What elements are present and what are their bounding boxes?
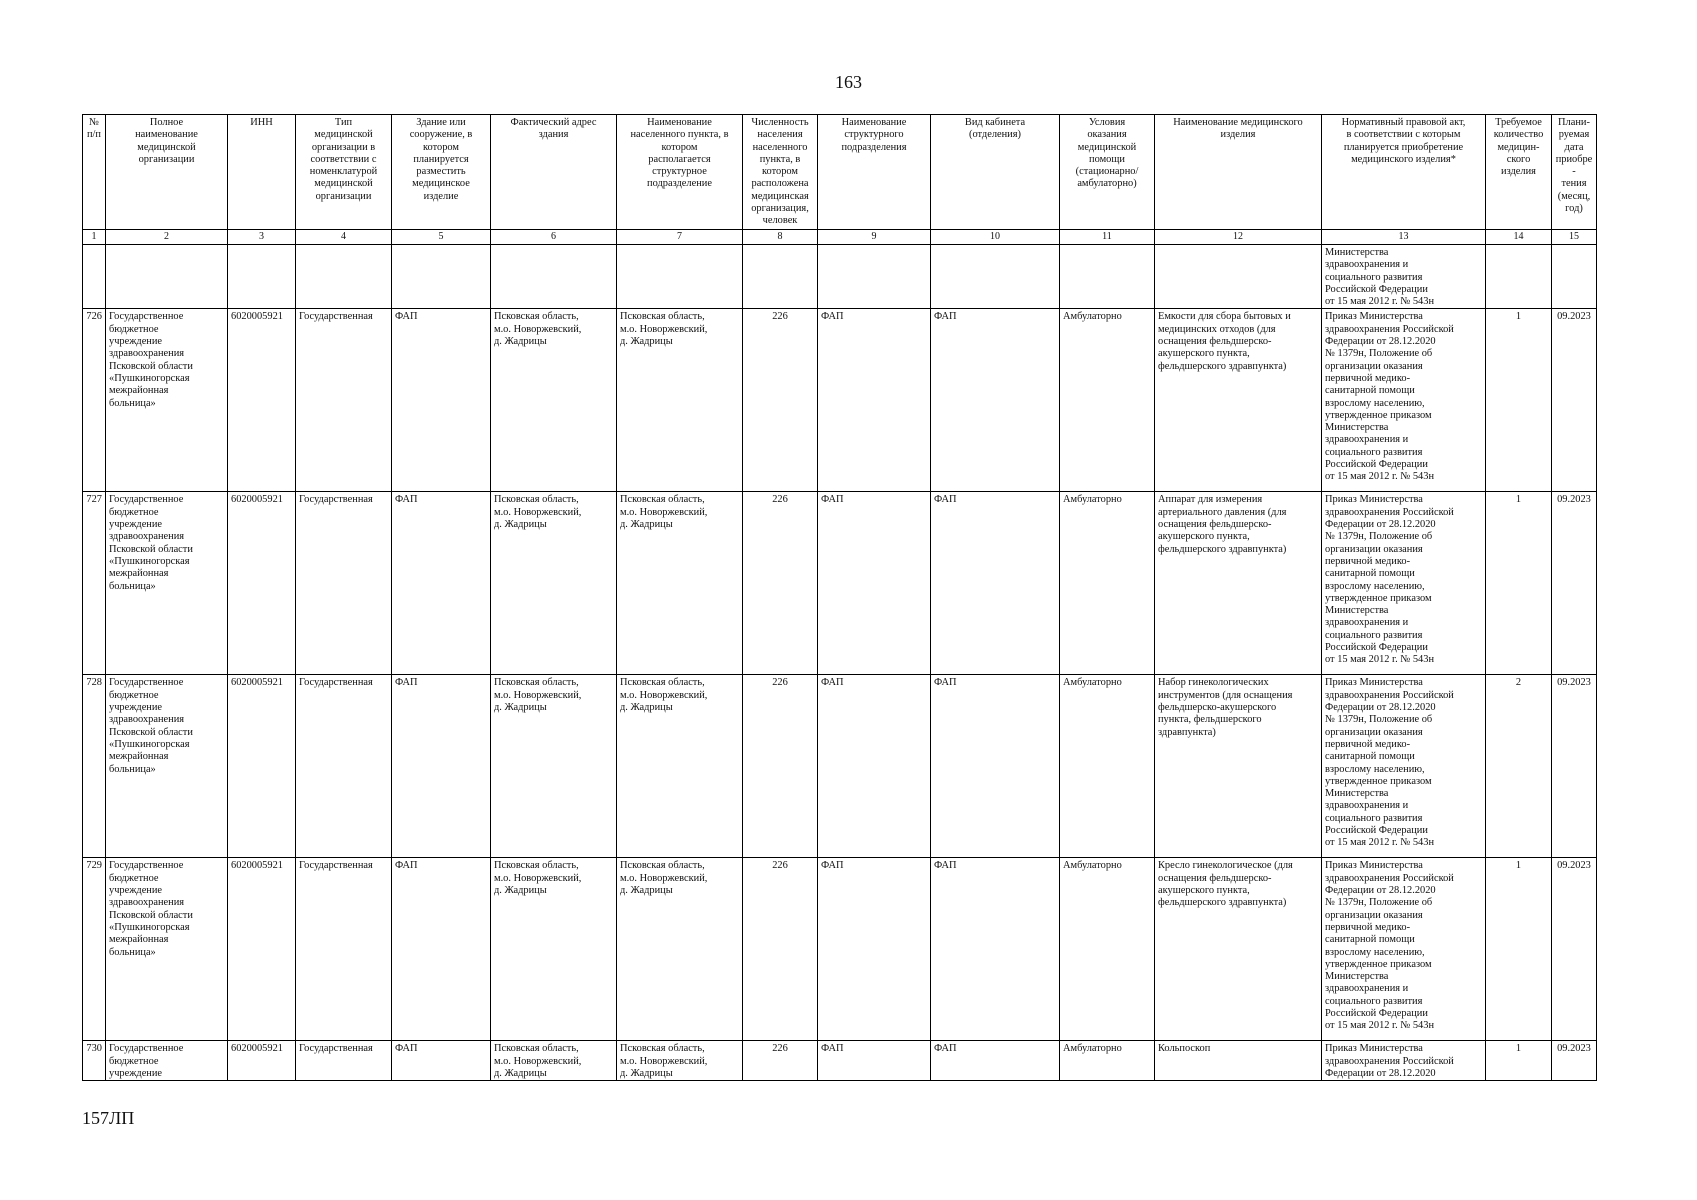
col-number: 4 [296,230,392,245]
conditions: Амбулаторно [1060,492,1155,675]
organization-name: Государственное бюджетное учреждение здравоохранения Псковской области «Пушкиногорская межрайонная больница» [106,675,228,858]
legal-act: Приказ Министерства здравоохранения Российской Федерации от 28.12.2020 № 1379н, Положение об организации оказания первичной медико- санитарной помощи взрослому населению, утвержденное приказом Министерства здравоохранения и социального развития Российской Федерации от 15 мая 2012 г. № 543н [1322,309,1486,492]
table-row [83,858,1597,1041]
building: ФАП [392,309,491,492]
conditions: Амбулаторно [1060,1041,1155,1081]
col-header-unit: Наименование структурного подразделения [818,115,931,230]
row-number: 727 [83,492,106,675]
col-header-org-type: Тип медицинской организации в соответствии с номенклатурой медицинской организации [296,115,392,230]
device-name: Кресло гинекологическое (для оснащения фельдшерско- акушерского пункта, фельдшерского здравпункта) [1155,858,1322,1041]
org-type: Государственная [296,492,392,675]
unit: ФАП [818,1041,931,1081]
col-number: 14 [1486,230,1552,245]
col-number: 6 [491,230,617,245]
cabinet: ФАП [931,492,1060,675]
col-number: 15 [1552,230,1597,245]
device-name: Кольпоскоп [1155,1041,1322,1081]
legal-act: Приказ Министерства здравоохранения Российской Федерации от 28.12.2020 № 1379н, Положение об организации оказания первичной медико- санитарной помощи взрослому населению, утвержденное приказом Министерства здравоохранения и социального развития Российской Федерации от 15 мая 2012 г. № 543н [1322,492,1486,675]
quantity: 1 [1486,492,1552,675]
row-number: 730 [83,1041,106,1081]
settlement: Псковская область, м.о. Новоржевский, д. Жадрицы [617,675,743,858]
empty-cell [617,245,743,309]
col-header-address: Фактический адрес здания [491,115,617,230]
cabinet: ФАП [931,1041,1060,1081]
settlement: Псковская область, м.о. Новоржевский, д. Жадрицы [617,309,743,492]
col-number: 12 [1155,230,1322,245]
address: Псковская область, м.о. Новоржевский, д. Жадрицы [491,1041,617,1081]
row-number: 728 [83,675,106,858]
col-number: 10 [931,230,1060,245]
row-number: 726 [83,309,106,492]
planned-date: 09.2023 [1552,309,1597,492]
empty-cell [1552,245,1597,309]
col-number: 13 [1322,230,1486,245]
inn: 6020005921 [228,1041,296,1081]
col-number: 7 [617,230,743,245]
address: Псковская область, м.о. Новоржевский, д. Жадрицы [491,858,617,1041]
col-header-date: Плани- руемая дата приобре- тения (месяц, год) [1552,115,1597,230]
planned-date: 09.2023 [1552,1041,1597,1081]
org-type: Государственная [296,1041,392,1081]
page-number: 163 [835,72,862,92]
address: Псковская область, м.о. Новоржевский, д. Жадрицы [491,492,617,675]
unit: ФАП [818,675,931,858]
col-number: 1 [83,230,106,245]
table-row [83,675,1597,858]
org-type: Государственная [296,675,392,858]
device-name: Аппарат для измерения артериального давления (для оснащения фельдшерско- акушерского пункта, фельдшерского здравпункта) [1155,492,1322,675]
empty-cell [392,245,491,309]
col-header-device: Наименование медицинского изделия [1155,115,1322,230]
col-number: 9 [818,230,931,245]
population: 226 [743,858,818,1041]
organization-name: Государственное бюджетное учреждение здравоохранения Псковской области «Пушкиногорская межрайонная больница» [106,309,228,492]
registry-table [82,114,1597,1081]
continuation-row [83,245,1597,309]
empty-cell [83,245,106,309]
empty-cell [1486,245,1552,309]
continuation-legal-act: Министерства здравоохранения и социального развития Российской Федерации от 15 мая 2012 г. № 543н [1322,245,1486,309]
document-code: 157ЛП [82,1108,135,1128]
empty-cell [1060,245,1155,309]
empty-cell [228,245,296,309]
quantity: 1 [1486,1041,1552,1081]
cabinet: ФАП [931,858,1060,1041]
planned-date: 09.2023 [1552,675,1597,858]
col-header-legal-act: Нормативный правовой акт, в соответствии с которым планируется приобретение медицинского изделия* [1322,115,1486,230]
settlement: Псковская область, м.о. Новоржевский, д. Жадрицы [617,1041,743,1081]
col-header-settlement: Наименование населенного пункта, в котором располагается структурное подразделение [617,115,743,230]
conditions: Амбулаторно [1060,858,1155,1041]
legal-act: Приказ Министерства здравоохранения Российской Федерации от 28.12.2020 № 1379н, Положение об организации оказания первичной медико- санитарной помощи взрослому населению, утвержденное приказом Министерства здравоохранения и социального развития Российской Федерации от 15 мая 2012 г. № 543н [1322,858,1486,1041]
col-header-inn: ИНН [228,115,296,230]
col-header-organization: Полное наименование медицинской организации [106,115,228,230]
organization-name: Государственное бюджетное учреждение здравоохранения Псковской области «Пушкиногорская межрайонная больница» [106,858,228,1041]
col-number: 5 [392,230,491,245]
org-type: Государственная [296,858,392,1041]
building: ФАП [392,675,491,858]
unit: ФАП [818,858,931,1041]
device-name: Емкости для сбора бытовых и медицинских отходов (для оснащения фельдшерско- акушерского пункта, фельдшерского здравпункта) [1155,309,1322,492]
building: ФАП [392,492,491,675]
column-number-row [83,230,1597,245]
col-number: 8 [743,230,818,245]
conditions: Амбулаторно [1060,309,1155,492]
col-header-building: Здание или сооружение, в котором планируется разместить медицинское изделие [392,115,491,230]
col-header-quantity: Требуемое количество медицин- ского изделия [1486,115,1552,230]
population: 226 [743,675,818,858]
inn: 6020005921 [228,675,296,858]
cabinet: ФАП [931,675,1060,858]
settlement: Псковская область, м.о. Новоржевский, д. Жадрицы [617,858,743,1041]
legal-act: Приказ Министерства здравоохранения Российской Федерации от 28.12.2020 № 1379н, Положение об организации оказания первичной медико- санитарной помощи взрослому населению, утвержденное приказом Министерства здравоохранения и социального развития Российской Федерации от 15 мая 2012 г. № 543н [1322,675,1486,858]
population: 226 [743,309,818,492]
col-number: 11 [1060,230,1155,245]
empty-cell [743,245,818,309]
inn: 6020005921 [228,309,296,492]
unit: ФАП [818,309,931,492]
settlement: Псковская область, м.о. Новоржевский, д. Жадрицы [617,492,743,675]
col-header-number: № п/п [83,115,106,230]
table-row [83,309,1597,492]
population: 226 [743,492,818,675]
row-number: 729 [83,858,106,1041]
quantity: 1 [1486,858,1552,1041]
organization-name: Государственное бюджетное учреждение здравоохранения Псковской области «Пушкиногорская межрайонная больница» [106,492,228,675]
quantity: 1 [1486,309,1552,492]
col-header-cabinet: Вид кабинета (отделения) [931,115,1060,230]
empty-cell [106,245,228,309]
quantity: 2 [1486,675,1552,858]
building: ФАП [392,1041,491,1081]
legal-act: Приказ Министерства здравоохранения Российской Федерации от 28.12.2020 [1322,1041,1486,1081]
empty-cell [296,245,392,309]
unit: ФАП [818,492,931,675]
organization-name: Государственное бюджетное учреждение [106,1041,228,1081]
empty-cell [818,245,931,309]
planned-date: 09.2023 [1552,492,1597,675]
header-row [83,115,1597,230]
population: 226 [743,1041,818,1081]
empty-cell [931,245,1060,309]
inn: 6020005921 [228,858,296,1041]
col-number: 2 [106,230,228,245]
device-name: Набор гинекологических инструментов (для оснащения фельдшерско-акушерского пункта, фельдшерского здравпункта) [1155,675,1322,858]
col-number: 3 [228,230,296,245]
table-row [83,1041,1597,1081]
table-row [83,492,1597,675]
col-header-conditions: Условия оказания медицинской помощи (стационарно/ амбулаторно) [1060,115,1155,230]
empty-cell [491,245,617,309]
col-header-population: Численность населения населенного пункта, в котором расположена медицинская организация, человек [743,115,818,230]
cabinet: ФАП [931,309,1060,492]
address: Псковская область, м.о. Новоржевский, д. Жадрицы [491,309,617,492]
planned-date: 09.2023 [1552,858,1597,1041]
org-type: Государственная [296,309,392,492]
inn: 6020005921 [228,492,296,675]
building: ФАП [392,858,491,1041]
empty-cell [1155,245,1322,309]
address: Псковская область, м.о. Новоржевский, д. Жадрицы [491,675,617,858]
conditions: Амбулаторно [1060,675,1155,858]
